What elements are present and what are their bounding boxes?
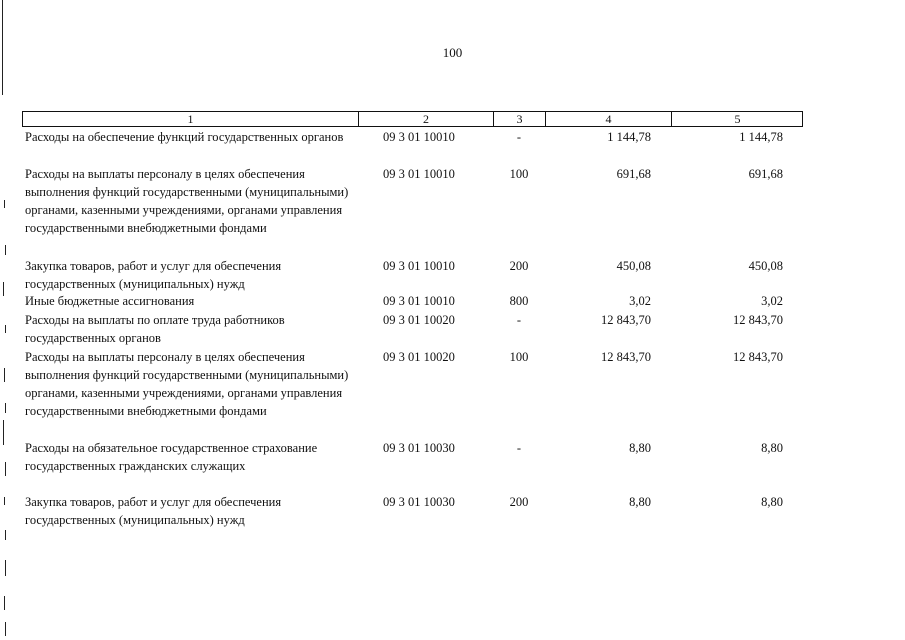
row-code: 09 3 01 10020 bbox=[383, 350, 455, 364]
row-type: 200 bbox=[509, 259, 529, 273]
row-code: 09 3 01 10010 bbox=[383, 259, 455, 273]
scan-edge-mark bbox=[5, 325, 6, 333]
scan-edge-mark bbox=[5, 403, 6, 413]
row-value-5: 8,80 bbox=[761, 441, 783, 455]
row-name: Расходы на выплаты персоналу в целях обеспечения выполнения функций государственными (муниципальными) органами, казенными учреждениями, органами управления государственными внебюджетными фондами bbox=[25, 350, 349, 418]
header-col-5: 5 bbox=[671, 112, 803, 126]
row-name: Расходы на выплаты персоналу в целях обеспечения выполнения функций государственными (муниципальными) органами, казенными учреждениями, органами управления государственными внебюджетными фондами bbox=[25, 167, 349, 235]
row-type: - bbox=[516, 313, 522, 327]
row-value-5: 1 144,78 bbox=[739, 130, 783, 144]
row-value-5: 450,08 bbox=[748, 259, 783, 273]
header-col-4: 4 bbox=[545, 112, 671, 126]
row-type: 100 bbox=[509, 350, 529, 364]
row-code: 09 3 01 10010 bbox=[383, 294, 455, 308]
row-value-5: 3,02 bbox=[761, 294, 783, 308]
row-type: 100 bbox=[509, 167, 529, 181]
scan-edge-mark bbox=[4, 200, 5, 208]
header-col-3: 3 bbox=[493, 112, 545, 126]
row-value-5: 12 843,70 bbox=[733, 313, 783, 327]
row-value-4: 450,08 bbox=[616, 259, 651, 273]
row-type: 800 bbox=[509, 294, 529, 308]
page-number: 100 bbox=[442, 45, 463, 60]
row-name: Расходы на обеспечение функций государственных органов bbox=[25, 130, 344, 144]
scan-edge-mark bbox=[5, 560, 6, 576]
row-code: 09 3 01 10010 bbox=[383, 130, 455, 144]
scan-edge-mark bbox=[4, 497, 5, 505]
scan-edge-line bbox=[2, 0, 3, 95]
row-name: Расходы на обязательное государственное страхование государственных гражданских служащих bbox=[25, 441, 318, 473]
scan-edge-mark bbox=[5, 622, 6, 636]
scan-edge-mark bbox=[5, 530, 6, 540]
row-name: Иные бюджетные ассигнования bbox=[25, 294, 195, 308]
row-type: - bbox=[516, 130, 522, 144]
row-type: - bbox=[516, 441, 522, 455]
header-col-1: 1 bbox=[187, 112, 194, 126]
row-code: 09 3 01 10010 bbox=[383, 167, 455, 181]
row-code: 09 3 01 10030 bbox=[383, 441, 455, 455]
row-value-4: 12 843,70 bbox=[601, 313, 651, 327]
row-value-4: 12 843,70 bbox=[601, 350, 651, 364]
row-name: Закупка товаров, работ и услуг для обеспечения государственных (муниципальных) нужд bbox=[25, 259, 282, 291]
table-header bbox=[22, 111, 803, 127]
row-name: Расходы на выплаты по оплате труда работников государственных органов bbox=[25, 313, 285, 345]
row-code: 09 3 01 10030 bbox=[383, 495, 455, 509]
row-value-5: 12 843,70 bbox=[733, 350, 783, 364]
scan-edge-mark bbox=[3, 282, 4, 296]
row-value-4: 8,80 bbox=[629, 441, 651, 455]
row-name: Закупка товаров, работ и услуг для обеспечения государственных (муниципальных) нужд bbox=[25, 495, 282, 527]
row-value-5: 8,80 bbox=[761, 495, 783, 509]
scan-edge-mark bbox=[4, 368, 5, 382]
row-value-5: 691,68 bbox=[748, 167, 783, 181]
scan-edge-mark bbox=[5, 245, 6, 255]
row-value-4: 1 144,78 bbox=[607, 130, 651, 144]
scan-edge-mark bbox=[3, 420, 4, 445]
row-type: 200 bbox=[509, 495, 529, 509]
row-value-4: 691,68 bbox=[616, 167, 651, 181]
scan-edge-mark bbox=[5, 462, 6, 476]
scan-edge-mark bbox=[4, 596, 5, 610]
row-value-4: 3,02 bbox=[629, 294, 651, 308]
row-value-4: 8,80 bbox=[629, 495, 651, 509]
row-code: 09 3 01 10020 bbox=[383, 313, 455, 327]
header-col-2: 2 bbox=[358, 112, 493, 126]
